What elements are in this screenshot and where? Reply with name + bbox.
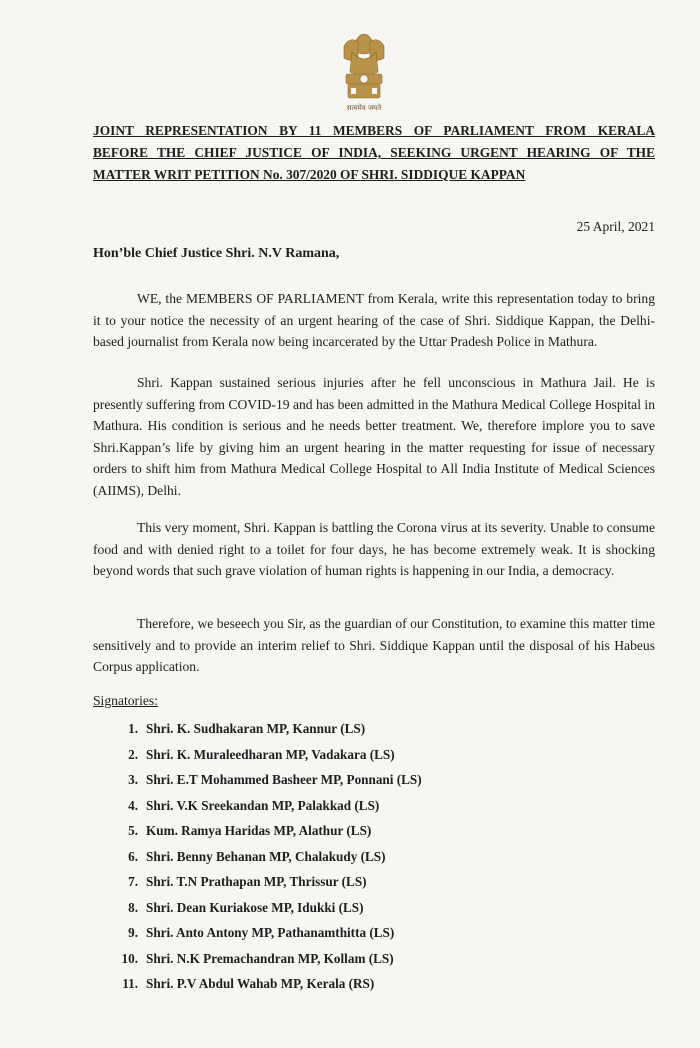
signatory-item [108, 818, 422, 844]
signatory-item [108, 971, 422, 997]
signatory-number: 8. [128, 899, 138, 915]
signatory-number: 10. [121, 950, 138, 966]
signatory-item [108, 895, 422, 921]
signatory-item [108, 946, 422, 972]
signatory-item [108, 742, 422, 768]
document-title [93, 120, 655, 186]
salutation: Hon’ble Chief Justice Shri. N.V Ramana, [93, 246, 340, 261]
ashoka-emblem-icon [334, 26, 394, 116]
signatory-item [108, 767, 422, 793]
signatory-name: Shri. K. Sudhakaran MP, Kannur (LS) [146, 721, 366, 736]
signatory-name: Shri. T.N Prathapan MP, Thrissur (LS) [146, 874, 367, 889]
signatory-name: Shri. K. Muraleedharan MP, Vadakara (LS) [146, 746, 395, 762]
body-paragraph-1: WE, the MEMBERS OF PARLIAMENT from Kerala, write this representation today to bring it to your notice the necessity of an urgent hearing of the case of Shri. Siddique Kappan, the Delhi-based journalist from Kerala now being incarcerated by the Uttar Pradesh Police in Mathura. [93, 291, 655, 349]
signatory-name: Shri. E.T Mohammed Basheer MP, Ponnani (LS) [146, 772, 422, 787]
signatory-number: 9. [128, 925, 138, 940]
signatory-number: 3. [128, 772, 138, 787]
body-paragraph-4: Therefore, we beseech you Sir, as the guardian of our Constitution, to examine this matter time sensitively and to provide an interim relief to Shri. Siddique Kappan until the disposal of his Habeus Corpus application. [93, 616, 655, 674]
signatory-name: Shri. Dean Kuriakose MP, Idukki (LS) [146, 899, 364, 915]
signatory-name: Kum. Ramya Haridas MP, Alathur (LS) [146, 823, 372, 838]
title-line-3: MATTER WRIT PETITION No. 307/2020 OF SHRI. SIDDIQUE KAPPAN [93, 167, 526, 182]
signatory-name: Shri. V.K Sreekandan MP, Palakkad (LS) [146, 797, 380, 813]
emblem-motto: सत्यमेव जयते [346, 104, 382, 112]
signatory-item [108, 920, 422, 946]
signatory-item [108, 844, 422, 870]
signatory-number: 5. [128, 823, 138, 838]
signatory-name: Shri. Anto Antony MP, Pathanamthitta (LS) [146, 925, 395, 940]
signatory-name: Shri. Benny Behanan MP, Chalakudy (LS) [146, 848, 386, 864]
signatory-number: 6. [128, 848, 138, 864]
title-line-2: BEFORE THE CHIEF JUSTICE OF INDIA, SEEKING URGENT HEARING OF THE [93, 145, 655, 160]
signatory-item [108, 869, 422, 895]
signatories-label: Signatories: [93, 693, 158, 708]
signatory-name: Shri. N.K Premachandran MP, Kollam (LS) [146, 950, 394, 966]
signatory-number: 2. [128, 746, 138, 762]
title-line-1: JOINT REPRESENTATION BY 11 MEMBERS OF PARLIAMENT FROM KERALA [93, 123, 655, 138]
signatory-number: 11. [122, 976, 138, 991]
signatory-item [108, 793, 422, 819]
body-paragraph-3: This very moment, Shri. Kappan is battling the Corona virus at its severity. Unable to consume food and with denied right to a toilet for four days, he has become extremely weak. It is shocking beyond words that such grave violation of human rights is happening in our India, a democracy. [93, 520, 655, 578]
signatory-name: Shri. P.V Abdul Wahab MP, Kerala (RS) [146, 976, 375, 991]
signatories-list [108, 716, 422, 997]
signatory-number: 4. [128, 797, 138, 813]
signatory-item [108, 716, 422, 742]
signatory-number: 7. [128, 874, 138, 889]
letter-date: 25 April, 2021 [576, 219, 655, 234]
signatory-number: 1. [128, 721, 138, 736]
body-paragraph-2: Shri. Kappan sustained serious injuries after he fell unconscious in Mathura Jail. He is presently suffering from COVID-19 and has been admitted in the Mathura Medical College Hospital in Mathura. His condition is serious and he needs better treatment. We, therefore implore you to save Shri.Kappan’s life by giving him an urgent hearing in the matter requesting for issue of necessary orders to shift him from Mathura Medical College Hospital to All India Institute of Medical Sciences (AIIMS), Delhi. [93, 375, 655, 498]
